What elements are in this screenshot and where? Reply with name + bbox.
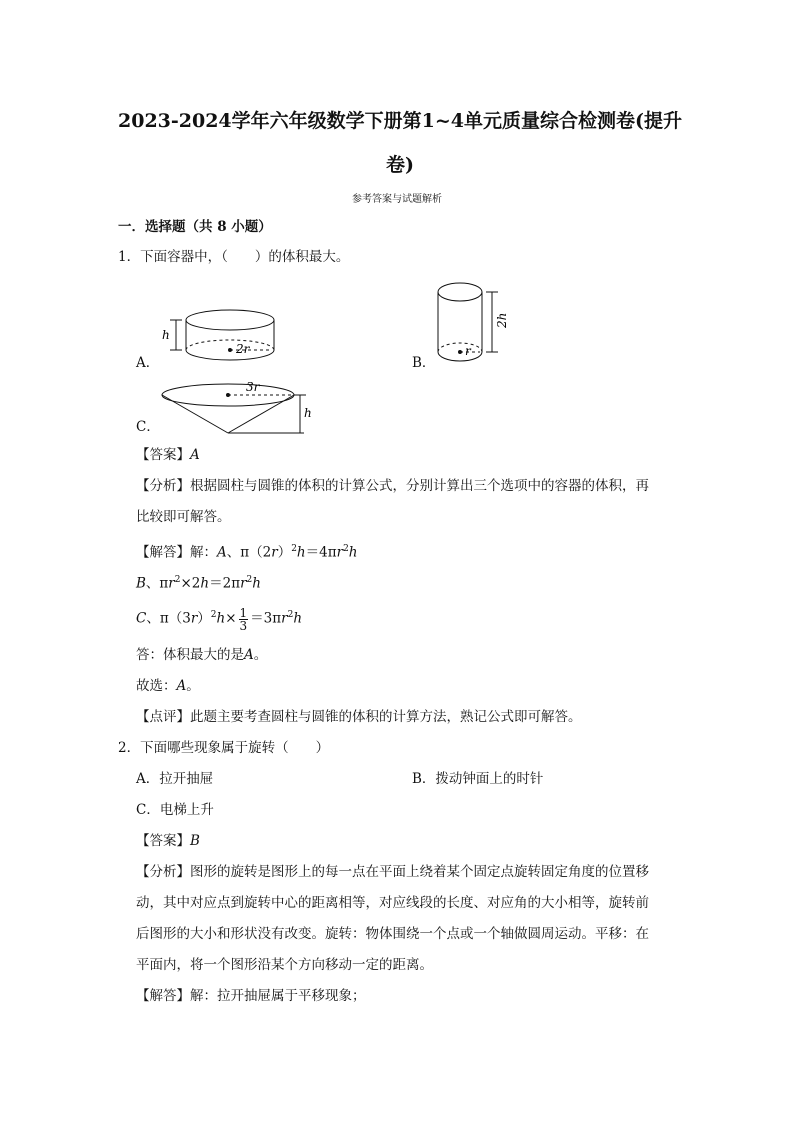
q1-sol-c-letter: C [136,610,147,627]
cylinder-b-figure [432,280,512,362]
q1-stem: 1．下面容器中，（ ）的体积最大。 [118,249,350,265]
q1-answer-value: A [190,447,200,463]
q2-solution [136,987,366,1005]
q1-answer-tag: 【答案】 [136,447,190,463]
cylinder-b-height-label: 2h [495,312,509,328]
q1-choice-end: 。 [186,678,200,694]
q1-sol-b-part6: h [200,575,210,592]
q2-analysis-line3: 后图形的大小和形状没有改变。旋转：物体围绕一个点或一个轴做圆周运动。平移：在 [136,926,649,942]
q1-sol-c-part2: 、π（3 [146,610,191,627]
q1-sol-c-part4: ） [197,610,211,627]
q1-sol-b-letter: B [136,575,146,592]
q2-stem: 2．下面哪些现象属于旋转（ ） [118,740,330,756]
q1-option-c-label: C． [136,419,160,435]
q1-sol-a-part3: 、π（2 [226,544,272,561]
cylinder-a-top [186,310,274,330]
q2-analysis-line4: 平面内，将一个图形沿某个方向移动一定的距离。 [136,957,433,973]
q1-sol-a-part7: h [296,544,306,561]
cone-c-left-slant [162,395,228,433]
q1-final-letter: A [244,647,254,663]
cylinder-a-center [228,348,232,352]
q1-analysis-line2: 比较即可解答。 [136,509,231,525]
q1-sol-a-part8: ＝4π [305,544,337,561]
q1-analysis-line1 [136,477,649,495]
q1-sol-c-numerator: 1 [239,605,248,620]
q1-final-end: 。 [253,647,268,663]
cone-c-right-slant [228,395,294,433]
q1-analysis-text1: 根据圆柱与圆锥的体积的计算公式，分别计算出三个选项中的容器的体积，再 [190,478,649,494]
q1-sol-a-prefix: 解： [190,544,217,561]
cone-c-radius-label: 3r [246,380,260,394]
q2-option-c: C．电梯上升 [136,802,214,818]
q1-sol-b-part3: r [168,575,175,592]
cone-c-figure [156,375,316,437]
q2-answer [136,832,200,850]
q1-sol-c-exp1: 2 [210,610,217,620]
q1-sol-b-part8: r [240,575,247,592]
q1-solution-line-c [136,606,302,632]
cylinder-b-center [458,350,462,354]
q1-sol-a-exp2: 2 [343,544,349,554]
q1-sol-b-part2: 、π [145,575,169,592]
q1-option-a-label: A． [136,355,160,371]
q1-sol-a-part11: h [348,544,358,561]
q1-comment-tag: 【点评】 [136,709,190,725]
q1-sol-c-times: × [225,610,237,627]
q1-sol-a-exp1: 2 [291,544,297,554]
q2-answer-tag: 【答案】 [136,833,190,849]
q1-sol-a-part4: r [271,544,278,561]
q1-sol-c-part11: h [293,610,303,627]
document-title-line1: 2023-2024学年六年级数学下册第1~4单元质量综合检测卷(提升 [118,110,682,132]
q1-sol-c-denominator: 3 [239,618,248,633]
q1-solution-tag: 【解答】 [136,544,190,561]
q2-solution-tag: 【解答】 [136,988,190,1004]
q2-option-b: B．拨动钟面上的时针 [412,771,544,787]
q2-analysis-text1: 图形的旋转是图形上的每一点在平面上绕着某个固定点旋转固定角度的位置移 [190,864,649,880]
q1-sol-b-part7: ＝2π [209,575,241,592]
section-heading: 一．选择题（共 8 小题） [118,219,272,235]
q1-sol-c-part3: r [190,610,198,627]
q2-option-a: A．拉开抽屉 [136,771,214,787]
q1-comment-text: 此题主要考查圆柱与圆锥的体积的计算方法，熟记公式即可解答。 [190,709,582,725]
q2-analysis-line1 [136,863,649,881]
q1-sol-c-exp2: 2 [287,610,294,620]
q1-comment [136,708,582,726]
q1-sol-b-exp1: 2 [174,575,181,585]
q1-sol-a-part9: r [336,544,344,561]
cylinder-b-radius-label: r [465,344,471,358]
q1-analysis-tag: 【分析】 [136,478,190,494]
q1-choice-text: 故选： [136,678,177,694]
q1-choice [136,677,200,695]
cylinder-a-radius-label: 2r [236,342,250,356]
q1-choice-letter: A [176,678,187,694]
q1-sol-b-exp2: 2 [246,575,253,585]
cylinder-b-top [438,283,482,301]
q1-sol-c-fraction [239,607,249,632]
q1-solution-line-a [136,540,358,562]
q2-answer-value: B [190,833,200,849]
q1-sol-c-part6: h [216,610,226,627]
q1-sol-a-part5: ） [277,544,292,561]
q1-sol-b-part10: h [252,575,261,592]
q2-solution-text: 解：拉开抽屉属于平移现象； [190,988,366,1004]
q1-solution-line-b [136,571,261,593]
q1-sol-c-part8: ＝3π [250,610,282,627]
q2-analysis-line2: 动，其中对应点到旋转中心的距离相等，对应线段的长度、对应角的大小相等，旋转前 [136,895,649,911]
document-subtitle: 参考答案与试题解析 [352,194,442,205]
q2-analysis-tag: 【分析】 [136,864,190,880]
q1-final-text: 答：体积最大的是 [136,647,244,663]
cone-c-height-label: h [304,406,312,420]
q1-sol-b-part5: ×2 [180,575,201,592]
q1-answer [136,446,200,464]
q1-sol-a-letter: A [217,544,227,561]
q1-sol-c-part9: r [281,610,288,627]
cylinder-a-figure [160,305,280,367]
document-title-line2: 卷) [386,154,414,176]
cone-c-center [226,393,230,397]
q1-option-b-label: B． [412,355,436,371]
q1-final-answer [136,646,267,664]
cylinder-a-height-label: h [162,328,170,342]
